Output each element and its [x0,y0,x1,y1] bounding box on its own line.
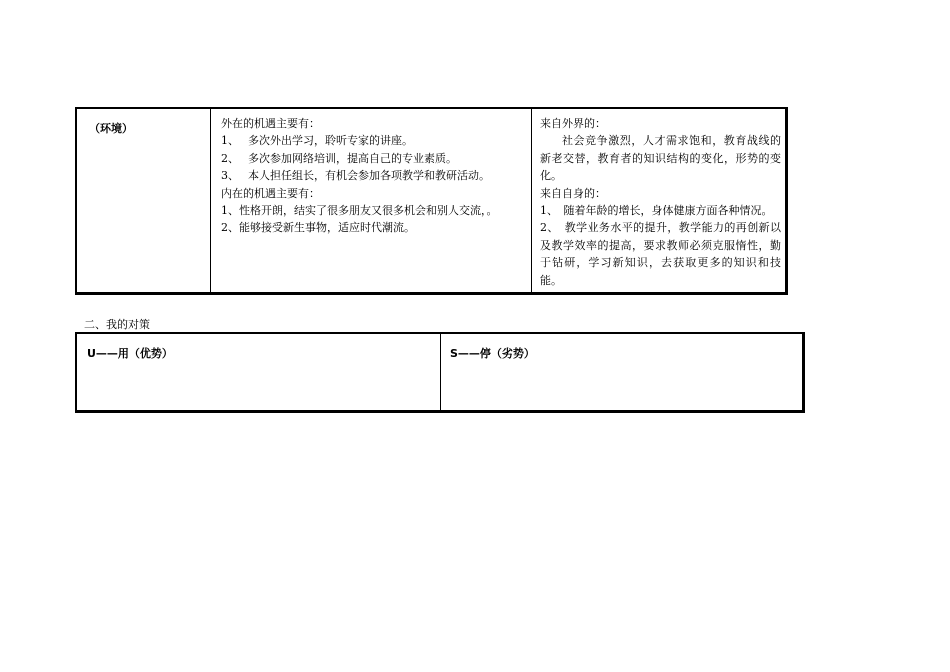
threats-cell [532,109,785,292]
section-title: 二、我的对策 [84,318,150,331]
inner-item: 1、性格开朗，结实了很多朋友又很多机会和别人交流，。 [221,204,498,218]
external-item: 1、 多次外出学习，聆听专家的讲座。 [221,134,413,148]
external-heading: 外在的机遇主要有： [221,117,320,130]
strengths-label: U——用（优势） [87,347,173,360]
row-label-cell [77,109,211,292]
self-heading: 来自自身的： [540,186,606,200]
outside-heading: 来自外界的： [540,117,606,130]
self-item: 2、 教学业务水平的提升，教学能力的再创新以及教学效率的提高，要求教师必须克服惰性，勤于钻研，学习新知识，去获取更多的知识和技能。 [540,221,781,287]
inner-heading: 内在的机遇主要有： [221,186,320,200]
outside-text: 社会竞争激烈，人才需求饱和，教育战线的新老交替，教育者的知识结构的变化，形势的变化。 [540,134,781,183]
strategy-table [75,332,805,413]
strengths-cell [77,334,441,410]
weaknesses-label: S——停（劣势） [450,347,535,360]
external-item: 2、 多次参加网络培训，提高自己的专业素质。 [221,151,457,165]
self-item: 1、 随着年龄的增长，身体健康方面各种情况。 [540,204,773,218]
inner-item: 2、能够接受新生事物，适应时代潮流。 [221,221,415,235]
row-label: （环境） [89,122,133,135]
weaknesses-cell [441,334,802,410]
environment-table [75,107,788,295]
opportunities-cell [211,109,532,292]
external-item: 3、 本人担任组长，有机会参加各项教学和教研活动。 [221,169,490,183]
